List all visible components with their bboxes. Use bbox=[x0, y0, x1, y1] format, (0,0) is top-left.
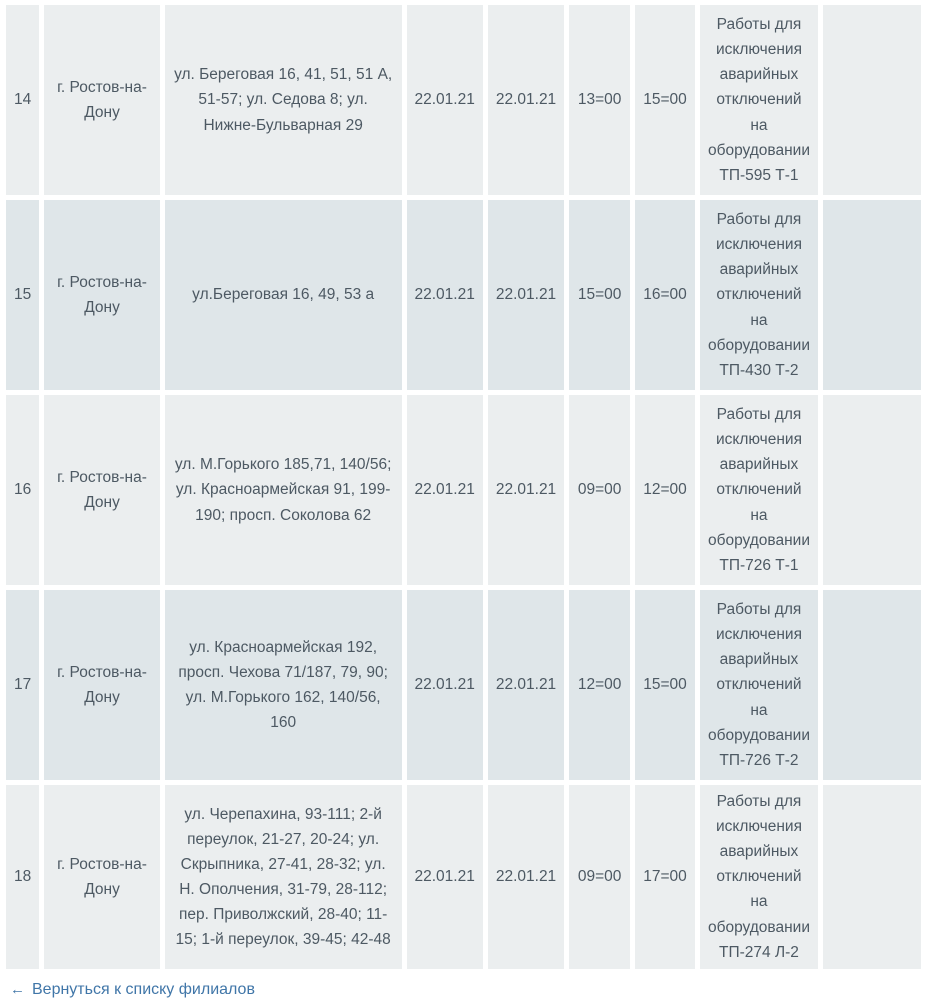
reason-cell: Работы для исключения аварийных отключений на оборудовании ТП-726 Т-1 bbox=[700, 395, 818, 585]
date-start-cell: 22.01.21 bbox=[407, 590, 483, 780]
row-number: 18 bbox=[6, 785, 39, 969]
addresses-cell: ул.Береговая 16, 49, 53 а bbox=[165, 200, 402, 390]
addresses-cell: ул. Красноармейская 192, просп. Чехова 71/187, 79, 90; ул. М.Горького 162, 140/56, 160 bbox=[165, 590, 402, 780]
back-to-branches-link[interactable] bbox=[10, 981, 255, 999]
note-cell bbox=[823, 785, 921, 969]
time-end-cell: 16=00 bbox=[635, 200, 695, 390]
row-number: 14 bbox=[6, 5, 39, 195]
table-row bbox=[6, 590, 921, 780]
table-row bbox=[6, 200, 921, 390]
time-end-cell: 15=00 bbox=[635, 590, 695, 780]
city-cell: г. Ростов-на-Дону bbox=[44, 5, 160, 195]
time-start-cell: 09=00 bbox=[569, 395, 630, 585]
time-end-cell: 15=00 bbox=[635, 5, 695, 195]
reason-cell: Работы для исключения аварийных отключений на оборудовании ТП-595 Т-1 bbox=[700, 5, 818, 195]
reason-cell: Работы для исключения аварийных отключений на оборудовании ТП-274 Л-2 bbox=[700, 785, 818, 969]
note-cell bbox=[823, 200, 921, 390]
time-start-cell: 13=00 bbox=[569, 5, 630, 195]
note-cell bbox=[823, 590, 921, 780]
city-cell: г. Ростов-на-Дону bbox=[44, 590, 160, 780]
time-end-cell: 17=00 bbox=[635, 785, 695, 969]
row-number: 16 bbox=[6, 395, 39, 585]
back-link-label: Вернуться к списку филиалов bbox=[32, 980, 255, 998]
outage-table bbox=[1, 0, 926, 974]
table-row bbox=[6, 5, 921, 195]
city-cell: г. Ростов-на-Дону bbox=[44, 785, 160, 969]
date-end-cell: 22.01.21 bbox=[488, 200, 564, 390]
back-link-row bbox=[10, 981, 926, 1005]
date-end-cell: 22.01.21 bbox=[488, 395, 564, 585]
time-end-cell: 12=00 bbox=[635, 395, 695, 585]
time-start-cell: 09=00 bbox=[569, 785, 630, 969]
note-cell bbox=[823, 395, 921, 585]
reason-cell: Работы для исключения аварийных отключений на оборудовании ТП-726 Т-2 bbox=[700, 590, 818, 780]
city-cell: г. Ростов-на-Дону bbox=[44, 395, 160, 585]
time-start-cell: 12=00 bbox=[569, 590, 630, 780]
note-cell bbox=[823, 5, 921, 195]
date-end-cell: 22.01.21 bbox=[488, 590, 564, 780]
addresses-cell: ул. Береговая 16, 41, 51, 51 А, 51-57; ул. Седова 8; ул. Нижне-Бульварная 29 bbox=[165, 5, 402, 195]
row-number: 15 bbox=[6, 200, 39, 390]
date-end-cell: 22.01.21 bbox=[488, 785, 564, 969]
table-row bbox=[6, 785, 921, 969]
date-start-cell: 22.01.21 bbox=[407, 395, 483, 585]
city-cell: г. Ростов-на-Дону bbox=[44, 200, 160, 390]
addresses-cell: ул. Черепахина, 93-111; 2-й переулок, 21-27, 20-24; ул. Скрыпника, 27-41, 28-32; ул. Н. Ополчения, 31-79, 28-112; пер. Приволжский, 28-40; 11-15; 1-й переулок, 39-45; 42-48 bbox=[165, 785, 402, 969]
date-start-cell: 22.01.21 bbox=[407, 785, 483, 969]
time-start-cell: 15=00 bbox=[569, 200, 630, 390]
date-end-cell: 22.01.21 bbox=[488, 5, 564, 195]
date-start-cell: 22.01.21 bbox=[407, 5, 483, 195]
reason-cell: Работы для исключения аварийных отключений на оборудовании ТП-430 Т-2 bbox=[700, 200, 818, 390]
left-arrow-icon: ← bbox=[10, 981, 25, 999]
table-row bbox=[6, 395, 921, 585]
row-number: 17 bbox=[6, 590, 39, 780]
date-start-cell: 22.01.21 bbox=[407, 200, 483, 390]
addresses-cell: ул. М.Горького 185,71, 140/56; ул. Красноармейская 91, 199-190; просп. Соколова 62 bbox=[165, 395, 402, 585]
